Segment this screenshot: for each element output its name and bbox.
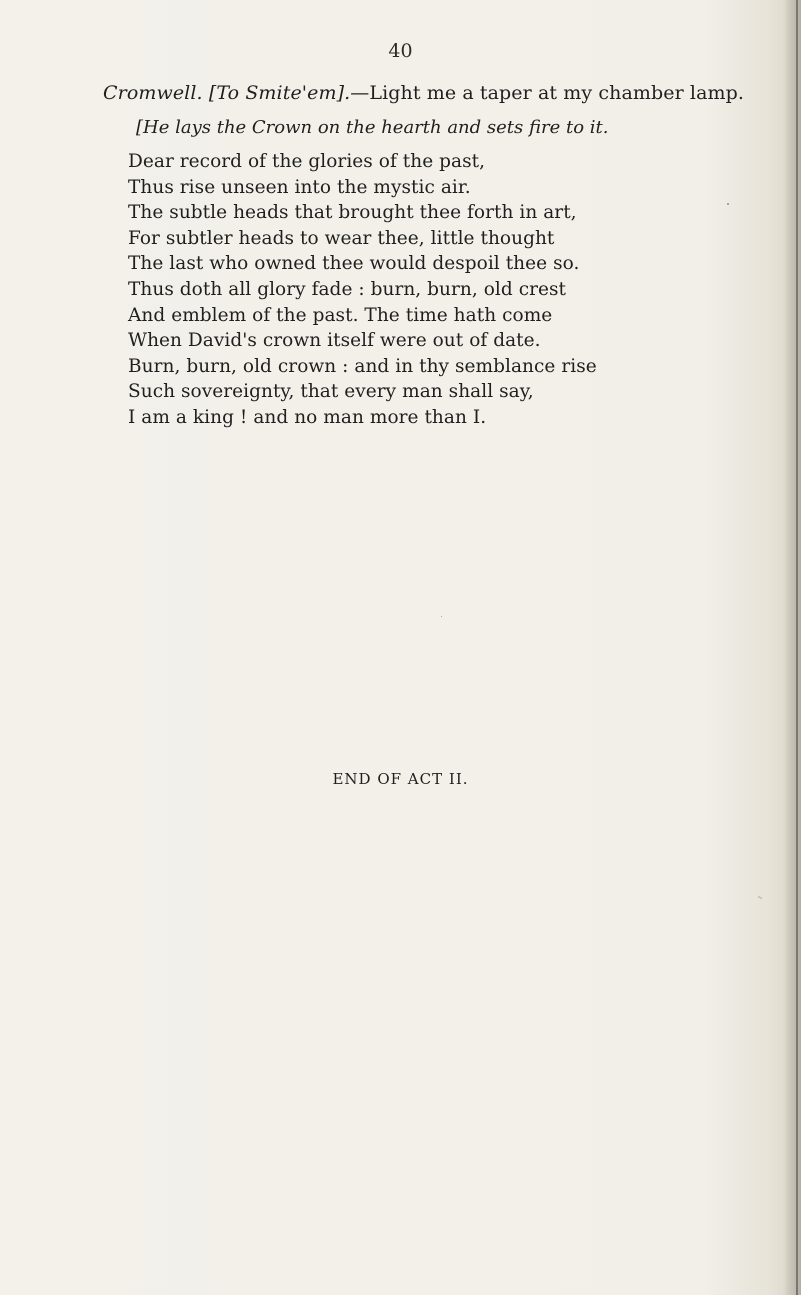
verse-line: And emblem of the past. The time hath come <box>128 304 553 326</box>
verse-line: When David's crown itself were out of date. <box>128 330 541 352</box>
verse-line: Burn, burn, old crown : and in thy semblance rise <box>128 355 597 377</box>
stage-note: [He lays the Crown on the hearth and sets fire to it. <box>136 117 609 138</box>
page-number: 40 <box>388 40 413 62</box>
paper-speck <box>727 203 729 205</box>
verse-line: I am a king ! and no man more than I. <box>128 406 487 428</box>
end-of-act-marker: END OF ACT II. <box>332 770 469 788</box>
page-edge-shadow <box>783 0 801 1295</box>
verse-line: The subtle heads that brought thee forth in art, <box>128 202 577 224</box>
verse-line: Dear record of the glories of the past, <box>128 151 486 172</box>
verse-line: Such sovereignty, that every man shall say, <box>128 381 534 403</box>
speech-line <box>103 82 793 104</box>
verse-line: Thus doth all glory fade : burn, burn, old crest <box>128 278 567 300</box>
verse-block <box>128 149 768 431</box>
stage-direction: [To Smite'em]. <box>208 82 351 104</box>
dialogue-text: —Light me a taper at my chamber lamp. <box>350 82 745 104</box>
page-edge-line <box>796 0 798 1295</box>
verse-line: Thus rise unseen into the mystic air. <box>128 176 471 198</box>
verse-line: For subtler heads to wear thee, little thought <box>128 227 555 249</box>
verse-line: The last who owned thee would despoil thee so. <box>128 253 580 275</box>
paper-speck <box>441 616 442 617</box>
speaker-name: Cromwell. <box>103 82 203 104</box>
paper-speck <box>758 896 762 899</box>
